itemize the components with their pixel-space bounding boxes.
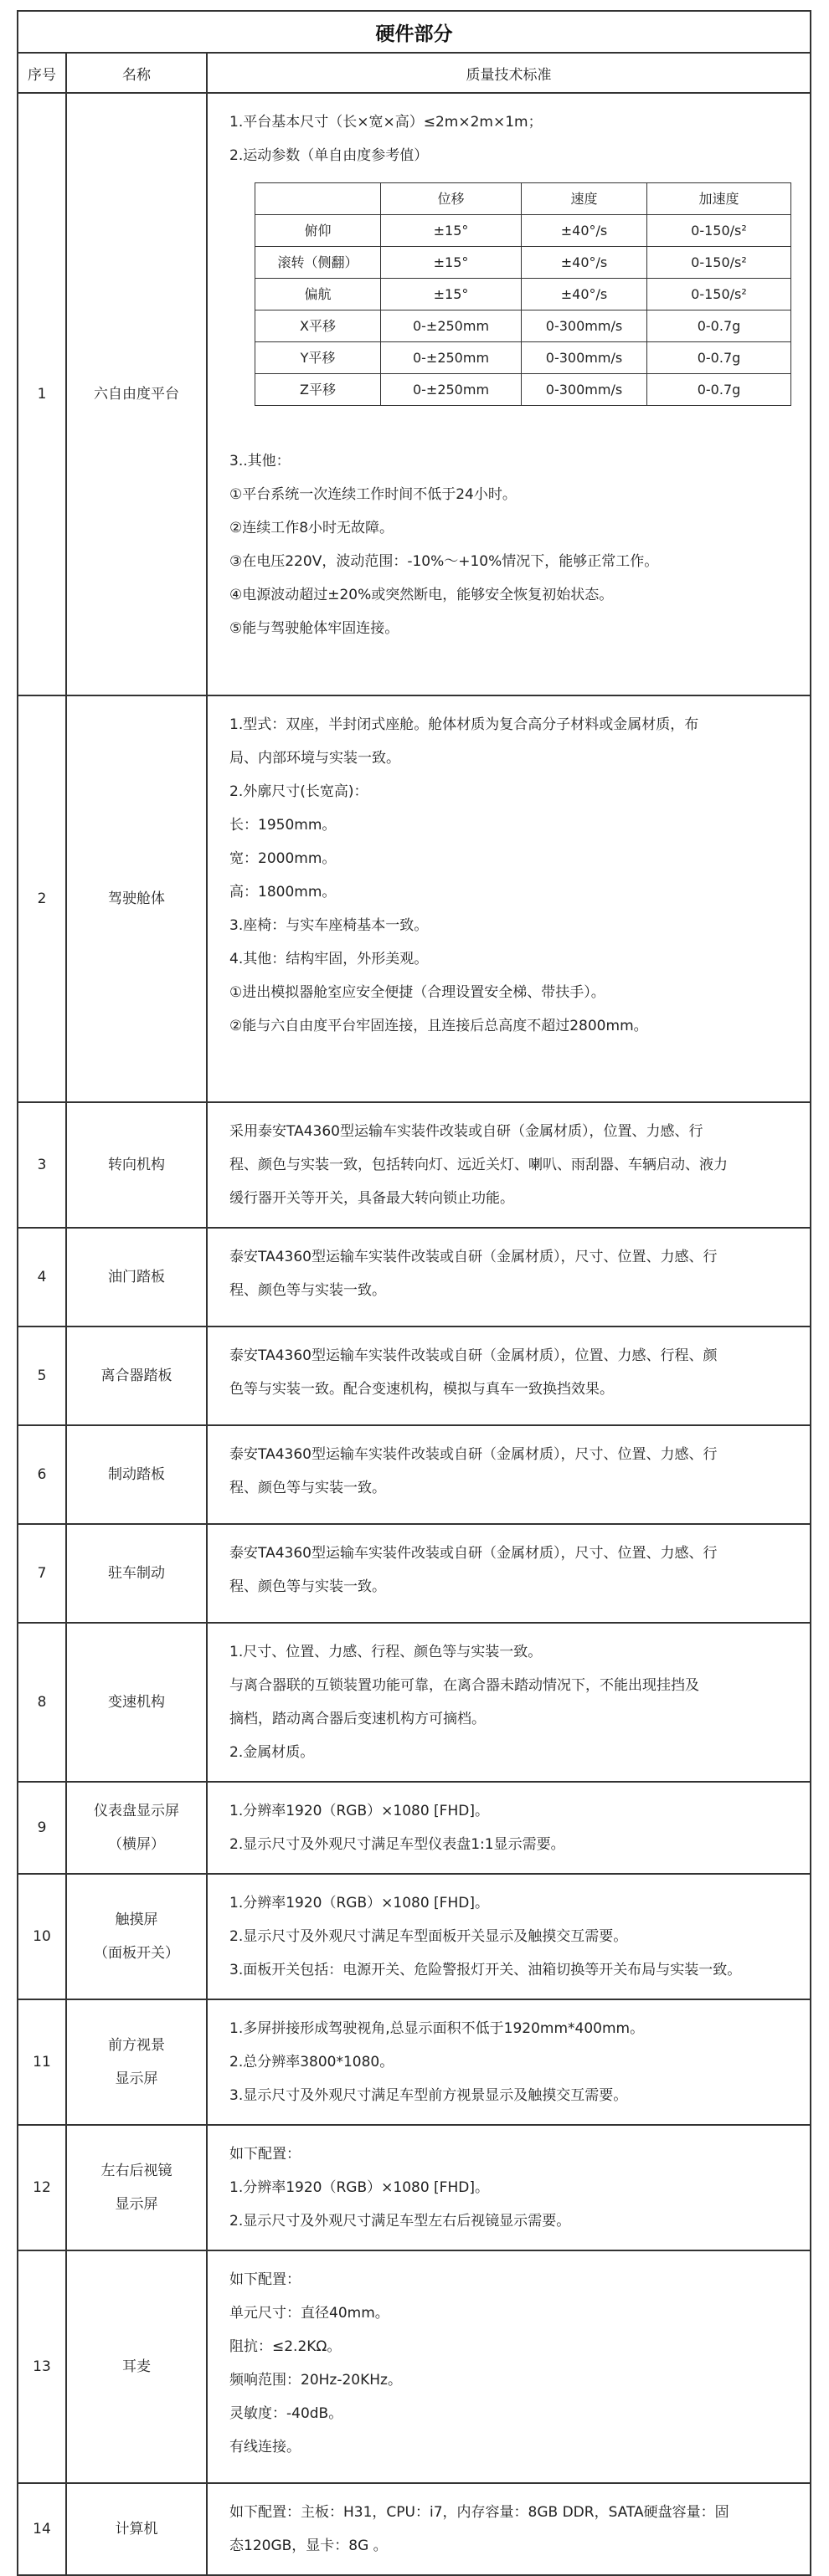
- row-number: 6: [18, 1425, 66, 1524]
- hardware-spec-table: [17, 10, 811, 2576]
- table-row: [18, 1228, 811, 1326]
- spec-line: 宽：2000mm。: [229, 850, 337, 867]
- table-row: [18, 1999, 811, 2125]
- params-cell: 0-150/s²: [647, 279, 791, 310]
- item-name-line: （面板开关）: [94, 1945, 179, 1962]
- params-cell: 0-150/s²: [647, 215, 791, 247]
- params-row: [255, 215, 791, 247]
- spec-line: ②连续工作8小时无故障。: [229, 520, 394, 536]
- params-cell: ±40°/s: [522, 279, 647, 310]
- spec-line: 3..其他：: [229, 453, 291, 470]
- params-cell: ±15°: [381, 279, 522, 310]
- params-cell: 0-±250mm: [381, 374, 522, 406]
- spec-line: 摘档，踏动离合器后变速机构方可摘档。: [229, 1711, 486, 1727]
- params-cell: 0-±250mm: [381, 342, 522, 374]
- spec-line: 2.外廓尺寸(长宽高)：: [229, 783, 368, 800]
- row-number: 12: [18, 2125, 66, 2250]
- spec-line: 程、颜色等与实装一致。: [229, 1578, 386, 1595]
- item-name-line: 触摸屏: [115, 1911, 158, 1928]
- item-name-line: 转向机构: [108, 1157, 165, 1173]
- spec-line: 阻抗：≤2.2KΩ。: [229, 2338, 342, 2355]
- params-row: [255, 310, 791, 342]
- item-name: [66, 1425, 207, 1524]
- item-name-line: 计算机: [115, 2521, 158, 2538]
- params-cell: 0-±250mm: [381, 310, 522, 342]
- item-name: [66, 1524, 207, 1623]
- params-cell: 0-150/s²: [647, 247, 791, 279]
- row-number: 13: [18, 2250, 66, 2483]
- spacer: [229, 421, 796, 444]
- spec-line: ①进出模拟器舱室应安全便捷（合理设置安全梯、带扶手）。: [229, 984, 605, 1001]
- table-row: [18, 2483, 811, 2575]
- spec-text: [207, 2483, 811, 2575]
- spec-text: [207, 1102, 811, 1228]
- item-name-line: 左右后视镜: [100, 2163, 172, 2179]
- table-row: [18, 1425, 811, 1524]
- row-number: 10: [18, 1874, 66, 1999]
- item-name-line: 驻车制动: [108, 1565, 165, 1582]
- spec-line: 2.显示尺寸及外观尺寸满足车型面板开关显示及触摸交互需要。: [229, 1928, 628, 1945]
- params-cell: ±15°: [381, 215, 522, 247]
- spec-text: [207, 1874, 811, 1999]
- header-spec: 质量技术标准: [207, 53, 811, 93]
- row-number: 8: [18, 1623, 66, 1782]
- spec-line: 单元尺寸：直径40mm。: [229, 2305, 389, 2322]
- spec-line: ①平台系统一次连续工作时间不低于24小时。: [229, 486, 517, 503]
- spec-line: 态120GB，显卡：8G 。: [229, 2538, 388, 2554]
- spec-text: [207, 1999, 811, 2125]
- header-name: 名称: [66, 53, 207, 93]
- params-row: [255, 374, 791, 406]
- params-row: [255, 247, 791, 279]
- item-name: [66, 1102, 207, 1228]
- spec-line: 1.型式：双座，半封闭式座舱。舱体材质为复合高分子材料或金属材质，布: [229, 716, 699, 733]
- params-cell: ±40°/s: [522, 247, 647, 279]
- spec-line: ⑤能与驾驶舱体牢固连接。: [229, 620, 399, 637]
- spec-line: 局、内部环境与实装一致。: [229, 750, 400, 767]
- spec-line: 程、颜色等与实装一致。: [229, 1480, 386, 1496]
- spec-line: 2.总分辨率3800*1080。: [229, 2054, 394, 2071]
- table-row: [18, 1326, 811, 1425]
- params-row: [255, 279, 791, 310]
- item-name: [66, 2483, 207, 2575]
- spec-text: [207, 1228, 811, 1326]
- spec-line: 1.分辨率1920（RGB）×1080 [FHD]。: [229, 1803, 489, 1819]
- item-name-line: （横屏）: [108, 1836, 165, 1853]
- params-header-cell: [255, 183, 381, 215]
- params-cell: ±40°/s: [522, 215, 647, 247]
- params-cell: 偏航: [255, 279, 381, 310]
- item-name-line: 驾驶舱体: [108, 890, 165, 907]
- params-header-cell: 速度: [522, 183, 647, 215]
- spec-text: [207, 1623, 811, 1782]
- spec-line: 程、颜色与实装一致，包括转向灯、远近关灯、喇叭、雨刮器、车辆启动、液力: [229, 1157, 728, 1173]
- spec-line: 1.平台基本尺寸（长×宽×高）≤2m×2m×1m；: [229, 114, 543, 131]
- table-row: [18, 2125, 811, 2250]
- item-name-line: 显示屏: [115, 2196, 158, 2213]
- params-row: [255, 342, 791, 374]
- spec-line: 1.分辨率1920（RGB）×1080 [FHD]。: [229, 1895, 489, 1911]
- row-number: 11: [18, 1999, 66, 2125]
- spec-line: 1.分辨率1920（RGB）×1080 [FHD]。: [229, 2179, 489, 2196]
- params-header-row: [255, 183, 791, 215]
- spec-text: [207, 1782, 811, 1874]
- row-number: 9: [18, 1782, 66, 1874]
- params-cell: 0-300mm/s: [522, 342, 647, 374]
- spec-text: [207, 93, 811, 695]
- spec-text: [207, 695, 811, 1102]
- spec-line: 灵敏度：-40dB。: [229, 2405, 343, 2422]
- spec-line: 2.显示尺寸及外观尺寸满足车型左右后视镜显示需要。: [229, 2213, 571, 2230]
- spec-line: 长：1950mm。: [229, 817, 337, 834]
- row-number: 1: [18, 93, 66, 695]
- row-number: 5: [18, 1326, 66, 1425]
- spec-line: 4.其他：结构牢固，外形美观。: [229, 951, 429, 967]
- params-header-cell: 位移: [381, 183, 522, 215]
- spec-line: 3.座椅：与实车座椅基本一致。: [229, 917, 429, 934]
- spec-text: [207, 1524, 811, 1623]
- item-name: [66, 2125, 207, 2250]
- item-name: [66, 1874, 207, 1999]
- row-number: 2: [18, 695, 66, 1102]
- params-cell: Z平移: [255, 374, 381, 406]
- table-row: [18, 1782, 811, 1874]
- table-row: [18, 93, 811, 695]
- row-number: 7: [18, 1524, 66, 1623]
- item-name: [66, 93, 207, 695]
- table-title: 硬件部分: [18, 11, 811, 53]
- params-cell: 滚转（侧翻）: [255, 247, 381, 279]
- item-name-line: 仪表盘显示屏: [94, 1803, 179, 1819]
- params-cell: Y平移: [255, 342, 381, 374]
- table-row: [18, 695, 811, 1102]
- spec-text: [207, 2250, 811, 2483]
- spec-line: 泰安TA4360型运输车实装件改装或自研（金属材质），尺寸、位置、力感、行: [229, 1545, 718, 1562]
- table-row: [18, 1102, 811, 1228]
- item-name: [66, 1228, 207, 1326]
- item-name-line: 油门踏板: [108, 1269, 165, 1285]
- item-name: [66, 2250, 207, 2483]
- spec-line: ③在电压220V，波动范围：-10%～+10%情况下，能够正常工作。: [229, 553, 659, 570]
- table-row: [18, 1874, 811, 1999]
- spec-line: 2.金属材质。: [229, 1744, 315, 1761]
- spec-line: ②能与六自由度平台牢固连接，且连接后总高度不超过2800mm。: [229, 1018, 648, 1034]
- params-cell: 0-0.7g: [647, 342, 791, 374]
- spec-line: 3.显示尺寸及外观尺寸满足车型前方视景显示及触摸交互需要。: [229, 2087, 628, 2104]
- table-row: [18, 1524, 811, 1623]
- spec-line: 与离合器联的互锁装置功能可靠，在离合器未踏动情况下，不能出现挂挡及: [229, 1677, 699, 1694]
- item-name: [66, 695, 207, 1102]
- item-name-line: 变速机构: [108, 1694, 165, 1711]
- header-no: 序号: [18, 53, 66, 93]
- spec-line: 程、颜色等与实装一致。: [229, 1282, 386, 1299]
- item-name: [66, 1999, 207, 2125]
- item-name-line: 制动踏板: [108, 1466, 165, 1483]
- row-number: 3: [18, 1102, 66, 1228]
- params-cell: 0-0.7g: [647, 310, 791, 342]
- row-number: 4: [18, 1228, 66, 1326]
- spec-line: 如下配置：: [229, 2271, 301, 2288]
- spec-line: 2.运动参数（单自由度参考值）: [229, 147, 429, 164]
- params-cell: 0-0.7g: [647, 374, 791, 406]
- spec-line: 有线连接。: [229, 2439, 301, 2455]
- spec-line: 2.显示尺寸及外观尺寸满足车型仪表盘1:1显示需要。: [229, 1836, 565, 1853]
- spec-line: ④电源波动超过±20%或突然断电，能够安全恢复初始状态。: [229, 587, 614, 603]
- spec-line: 频响范围：20Hz-20KHz。: [229, 2372, 402, 2389]
- spec-line: 3.面板开关包括：电源开关、危险警报灯开关、油箱切换等开关布局与实装一致。: [229, 1962, 742, 1978]
- item-name-line: 六自由度平台: [94, 386, 179, 403]
- params-cell: ±15°: [381, 247, 522, 279]
- spec-text: [207, 1326, 811, 1425]
- spec-text: [207, 2125, 811, 2250]
- spec-line: 1.尺寸、位置、力感、行程、颜色等与实装一致。: [229, 1644, 543, 1660]
- item-name: [66, 1782, 207, 1874]
- spec-line: 如下配置：: [229, 2146, 301, 2163]
- item-name-line: 显示屏: [115, 2071, 158, 2087]
- params-cell: 0-300mm/s: [522, 374, 647, 406]
- spec-line: 如下配置：主板：H31，CPU：i7，内存容量：8GB DDR，SATA硬盘容量：固: [229, 2504, 729, 2521]
- params-cell: 俯仰: [255, 215, 381, 247]
- item-name-line: 离合器踏板: [100, 1368, 172, 1384]
- item-name: [66, 1623, 207, 1782]
- item-name-line: 前方视景: [108, 2037, 165, 2054]
- item-name-line: 耳麦: [122, 2358, 151, 2375]
- item-name: [66, 1326, 207, 1425]
- table-row: [18, 2250, 811, 2483]
- spec-line: 泰安TA4360型运输车实装件改装或自研（金属材质），尺寸、位置、力感、行: [229, 1249, 718, 1265]
- spec-line: 色等与实装一致。配合变速机构，模拟与真车一致换挡效果。: [229, 1381, 614, 1398]
- spec-line: 1.多屏拼接形成驾驶视角,总显示面积不低于1920mm*400mm。: [229, 2020, 645, 2037]
- table-row: [18, 1623, 811, 1782]
- params-cell: X平移: [255, 310, 381, 342]
- params-cell: 0-300mm/s: [522, 310, 647, 342]
- spec-text: [207, 1425, 811, 1524]
- row-number: 14: [18, 2483, 66, 2575]
- spec-line: 高：1800mm。: [229, 884, 337, 901]
- motion-params-table: [255, 182, 791, 406]
- spec-line: 采用泰安TA4360型运输车实装件改装或自研（金属材质），位置、力感、行: [229, 1123, 703, 1140]
- params-header-cell: 加速度: [647, 183, 791, 215]
- spec-line: 泰安TA4360型运输车实装件改装或自研（金属材质），尺寸、位置、力感、行: [229, 1446, 718, 1463]
- spec-line: 泰安TA4360型运输车实装件改装或自研（金属材质），位置、力感、行程、颜: [229, 1347, 718, 1364]
- spec-line: 缓行器开关等开关，具备最大转向锁止功能。: [229, 1190, 514, 1207]
